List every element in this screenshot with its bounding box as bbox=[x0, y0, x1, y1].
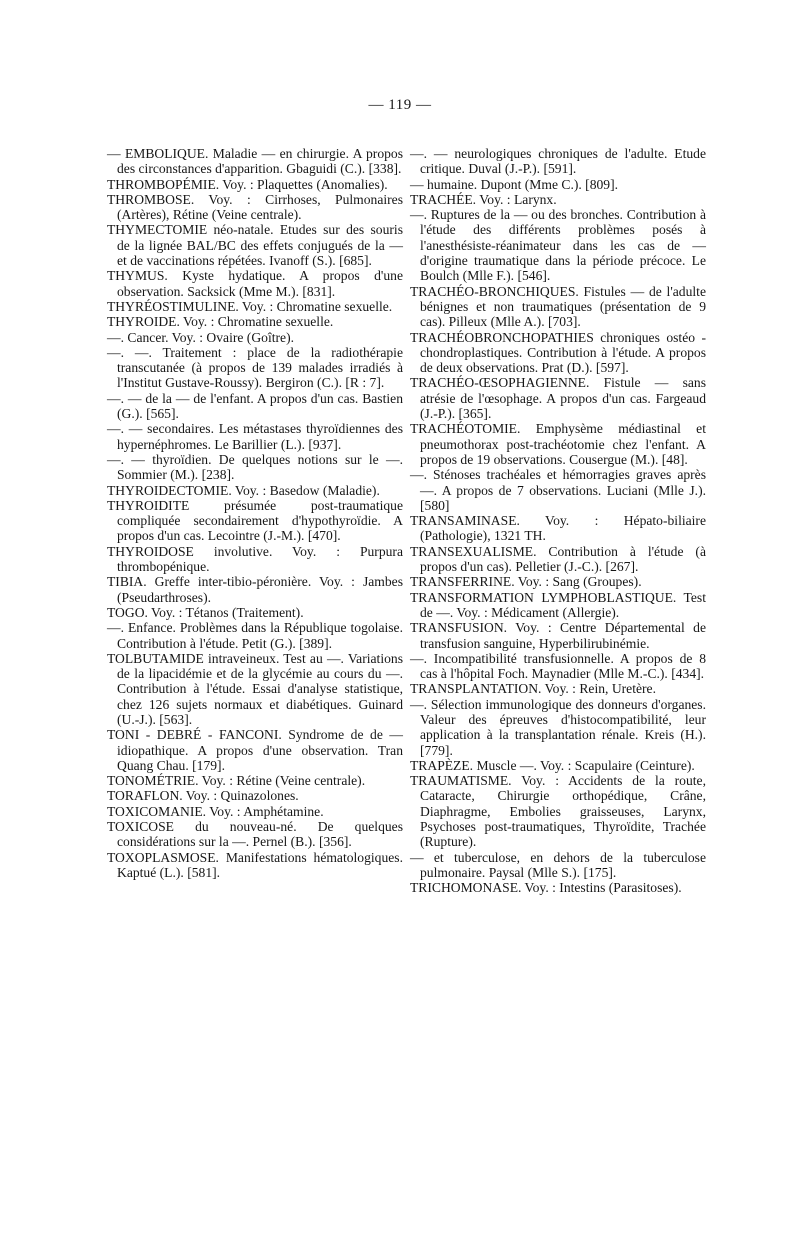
right-column bbox=[410, 146, 706, 896]
index-entry: —. — de la — de l'enfant. A propos d'un cas. Bastien (G.). [565]. bbox=[107, 390, 403, 422]
index-entry: —. — neurologiques chroniques de l'adulte. Etude critique. Duval (J.-P.). [591]. bbox=[410, 146, 706, 177]
index-entry: TOXICOSE du nouveau-né. De quelques considérations sur la —. Pernel (B.). [356]. bbox=[107, 819, 403, 850]
left-column bbox=[107, 146, 403, 880]
index-entry: TRACHÉE. Voy. : Larynx. bbox=[410, 191, 557, 207]
index-entry: THYROIDE. Voy. : Chromatine sexuelle. bbox=[107, 314, 334, 330]
index-entry: TRACHÉO-ŒSOPHAGIENNE. Fistule — sans atrésie de l'œsophage. A propos d'un cas. Fargeaud (J.-P.). [365]. bbox=[410, 375, 706, 422]
index-entry: TRACHÉOTOMIE. Emphysème médiastinal et pneumothorax post-trachéotomie chez l'enfant. A propos de 19 observations. Cousergue (M.). [48]. bbox=[410, 421, 706, 467]
index-entry: TRANSEXUALISME. Contribution à l'étude (à propos d'un cas). Pelletier (J.-C.). [267]. bbox=[410, 543, 706, 575]
index-entry: TOXICOMANIE. Voy. : Amphétamine. bbox=[107, 803, 324, 819]
index-entry: — et tuberculose, en dehors de la tuberculose pulmonaire. Paysal (Mlle S.). [175]. bbox=[410, 849, 706, 880]
page-number: — 119 — bbox=[368, 97, 432, 113]
index-entry: THYROIDOSE involutive. Voy. : Purpura thrombopénique. bbox=[107, 543, 403, 575]
index-entry: THYMUS. Kyste hydatique. A propos d'une observation. Sacksick (Mme M.). [831]. bbox=[107, 268, 403, 299]
index-entry: TRAPÈZE. Muscle —. Voy. : Scapulaire (Ceinture). bbox=[410, 757, 695, 773]
index-entry: —. —. Traitement : place de la radiothérapie transcutanée (à propos de 139 malades irradiés à l'Institut Gustave-Roussy). Bergiron (C.). [R : 7]. bbox=[107, 344, 403, 391]
index-entry: TRICHOMONASE. Voy. : Intestins (Parasitoses). bbox=[410, 880, 682, 896]
index-entry: TRACHÉOBRONCHOPATHIES chroniques ostéo - chondroplastiques. Contribution à l'étude. A propos de deux observations. Prat (D.). [597]. bbox=[410, 329, 706, 376]
index-entry: TRANSFERRINE. Voy. : Sang (Groupes). bbox=[410, 574, 642, 590]
index-entry: THYMECTOMIE néo-natale. Etudes sur des souris de la lignée BAL/BC des effets conjugués de la — et de vaccinations répétées. Ivanoff (S.). [685]. bbox=[107, 222, 403, 269]
index-entry: — EMBOLIQUE. Maladie — en chirurgie. A propos des circonstances d'apparition. Gbaguidi (C.). [338]. bbox=[107, 146, 403, 177]
index-entry: THROMBOSE. Voy. : Cirrhoses, Pulmonaires (Artères), Rétine (Veine centrale). bbox=[107, 191, 403, 223]
index-entry: THYROIDECTOMIE. Voy. : Basedow (Maladie). bbox=[107, 482, 380, 498]
index-entry: TRANSFUSION. Voy. : Centre Départemental de transfusion sanguine, Hyperbilirubinémie. bbox=[410, 620, 706, 651]
index-entry: TOLBUTAMIDE intraveineux. Test au —. Variations de la lipacidémie et de la glycémie au cours du —. Contribution à l'étude. Essai d'analyse statistique, chez 126 sujets normaux et diabétiques. Guinard (U.-J.). [563]. bbox=[107, 650, 403, 727]
index-entry: —. Incompatibilité transfusionnelle. A propos de 8 cas à l'hôpital Foch. Maynadier (Mlle M.-C.). [434]. bbox=[410, 650, 706, 682]
index-entry: TONOMÉTRIE. Voy. : Rétine (Veine centrale). bbox=[107, 773, 366, 789]
index-entry: —. — thyroïdien. De quelques notions sur le —. Sommier (M.). [238]. bbox=[107, 451, 403, 483]
index-entry: THYROIDITE présumée post-traumatique compliquée secondairement d'hypothyroïdie. A propos d'un cas. Lecointre (J.-M.). [470]. bbox=[107, 497, 403, 544]
index-entry: —. — secondaires. Les métastases thyroïdiennes des hypernéphromes. Le Barillier (L.). [937]. bbox=[107, 421, 403, 452]
index-entry: —. Cancer. Voy. : Ovaire (Goître). bbox=[107, 329, 294, 345]
index-entry: —. Sélection immunologique des donneurs d'organes. Valeur des épreuves d'histocompatibilité, leur application à la transplantation rénale. Kreis (H.). [779]. bbox=[410, 696, 706, 758]
index-entry: —. Ruptures de la — ou des bronches. Contribution à l'étude des différents problèmes posés à l'anesthésiste-réanimateur dans les cas de — d'origine traumatique dans la période précoce. Le Boulch (Mlle F.). [546]. bbox=[410, 207, 706, 284]
index-entry: TRANSPLANTATION. Voy. : Rein, Uretère. bbox=[410, 681, 656, 697]
index-entry: THROMBOPÉMIE. Voy. : Plaquettes (Anomalies). bbox=[107, 176, 388, 192]
index-entry: TOGO. Voy. : Tétanos (Traitement). bbox=[107, 604, 304, 620]
index-entry: TOXOPLASMOSE. Manifestations hématologiques. Kaptué (L.). [581]. bbox=[107, 849, 403, 880]
index-entry: — humaine. Dupont (Mme C.). [809]. bbox=[410, 176, 619, 192]
index-entry: —. Enfance. Problèmes dans la République togolaise. Contribution à l'étude. Petit (G.). [389]. bbox=[107, 620, 403, 651]
index-entry: TRANSAMINASE. Voy. : Hépato-biliaire (Pathologie), 1321 TH. bbox=[410, 513, 706, 544]
index-entry: TONI - DEBRÉ - FANCONI. Syndrome de de — idiopathique. A propos d'une observation. Tran Quang Chau. [179]. bbox=[107, 727, 403, 773]
index-entry: —. Sténoses trachéales et hémorragies graves après —. A propos de 7 observations. Luciani (Mlle J.). [580] bbox=[410, 467, 706, 513]
index-entry: TRANSFORMATION LYMPHOBLASTIQUE. Test de —. Voy. : Médicament (Allergie). bbox=[410, 589, 706, 620]
index-entry: TORAFLON. Voy. : Quinazolones. bbox=[107, 788, 299, 804]
index-entry: TRAUMATISME. Voy. : Accidents de la route, Cataracte, Chirurgie orthopédique, Crâne, Diaphragme, Embolies graisseuses, Larynx, Psychoses post-traumatiques, Thyroïdite, Trachée (Rupture). bbox=[410, 773, 706, 850]
index-entry: TRACHÉO-BRONCHIQUES. Fistules — de l'adulte bénignes et non traumatiques (présentation de 9 cas). Pilleux (Mlle A.). [703]. bbox=[410, 283, 706, 330]
index-entry: THYRÉOSTIMULINE. Voy. : Chromatine sexuelle. bbox=[107, 298, 393, 314]
index-entry: TIBIA. Greffe inter-tibio-péronière. Voy. : Jambes (Pseudarthroses). bbox=[107, 574, 403, 605]
